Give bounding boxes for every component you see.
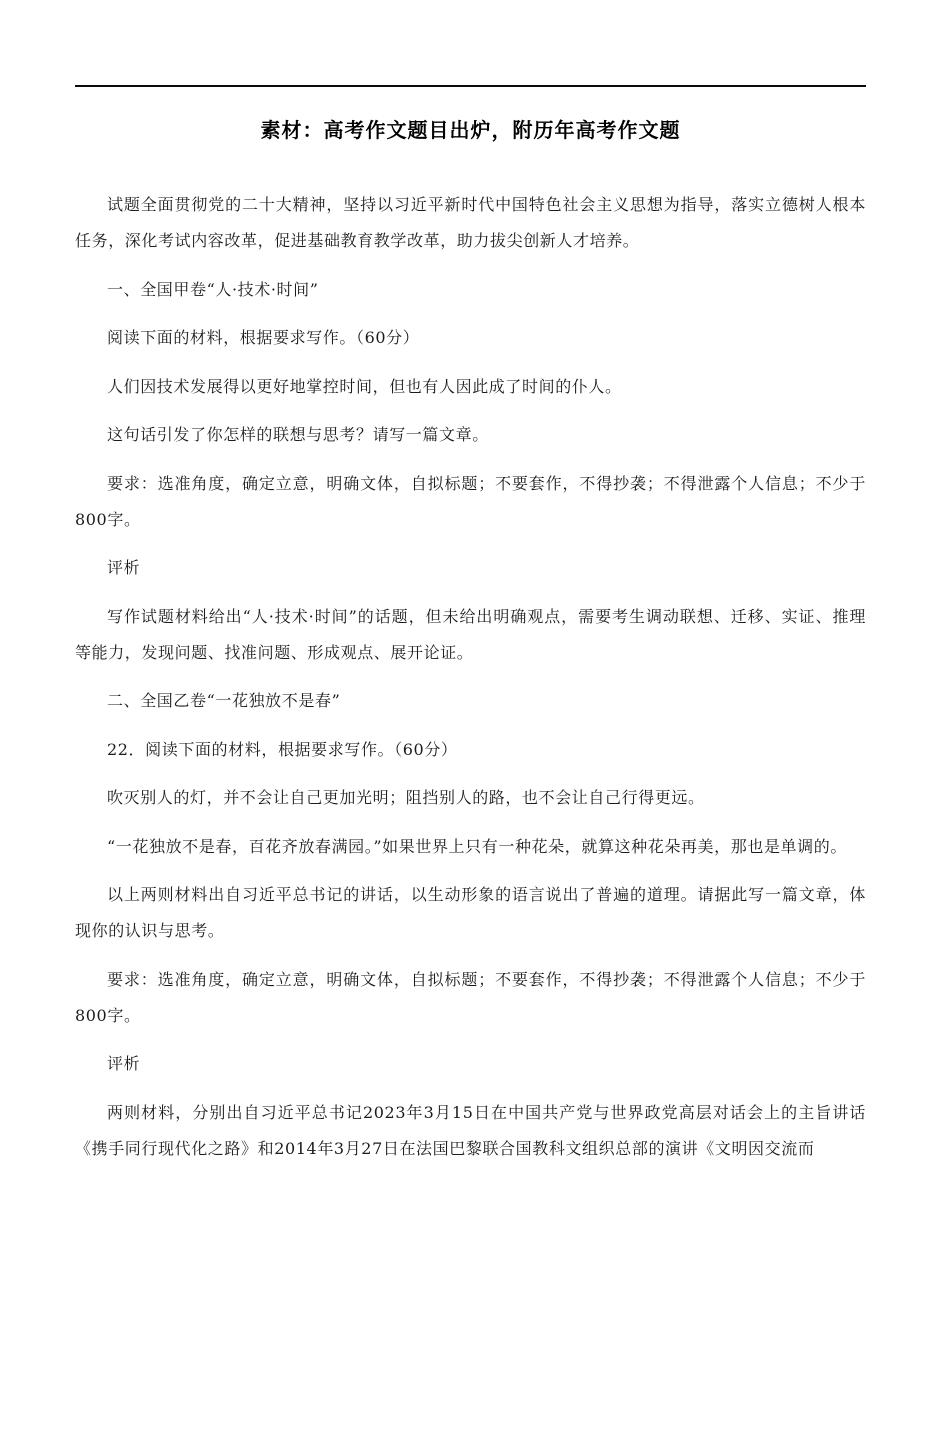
paragraph-material-2a: 吹灭别人的灯，并不会让自己更加光明；阻挡别人的路，也不会让自己行得更远。 <box>107 788 705 807</box>
paragraph-requirements-1: 要求：选准角度，确定立意，明确文体，自拟标题；不要套作，不得抄袭；不得泄露个人信息；不少于800字。 <box>75 473 866 529</box>
paragraph-prompt-2: 以上两则材料出自习近平总书记的讲话，以生动形象的语言说出了普遍的道理。请据此写一篇文章，体现你的认识与思考。 <box>75 885 866 940</box>
paragraph-material-1: 人们因技术发展得以更好地掌控时间，但也有人因此成了时间的仆人。 <box>107 376 622 396</box>
paragraph-requirements-2: 要求：选准角度，确定立意，明确文体，自拟标题；不要套作，不得抄袭；不得泄露个人信息；不少于800字。 <box>75 969 866 1025</box>
paragraph-instruction-2: 22．阅读下面的材料，根据要求写作。（60分） <box>107 739 458 759</box>
paragraph-analysis-label-2: 评析 <box>107 1054 141 1073</box>
paragraph-analysis-2: 两则材料，分别出自习近平总书记2023年3月15日在中国共产党与世界政党高层对话会上的主旨讲话《携手同行现代化之路》和2014年3月27日在法国巴黎联合国教科文组织总部的演讲《文明因交流而 <box>75 1102 866 1158</box>
paragraph-analysis-label-1: 评析 <box>107 558 141 577</box>
paragraph-instruction-1: 阅读下面的材料，根据要求写作。（60分） <box>107 328 420 347</box>
paragraph-material-2b: “一花独放不是春，百花齐放春满园。”如果世界上只有一种花朵，就算这种花朵再美，那也是单调的。 <box>107 836 847 856</box>
paragraph-analysis-1: 写作试题材料给出“人·技术·时间”的话题，但未给出明确观点，需要考生调动联想、迁移、实证、推理等能力，发现问题、找准问题、形成观点、展开论证。 <box>75 606 866 662</box>
document-title: 素材：高考作文题目出炉，附历年高考作文题 <box>260 118 681 142</box>
header-divider <box>75 85 866 87</box>
document-page <box>0 85 950 1429</box>
document-body <box>75 187 866 1167</box>
paragraph-intro: 试题全面贯彻党的二十大精神，坚持以习近平新时代中国特色社会主义思想为指导，落实立德树人根本任务，深化考试内容改革，促进基础教育教学改革，助力拔尖创新人才培养。 <box>75 195 866 250</box>
paragraph-section2-heading: 二、全国乙卷“一花独放不是春” <box>107 691 341 710</box>
paragraph-prompt-1: 这句话引发了你怎样的联想与思考？请写一篇文章。 <box>107 425 489 444</box>
paragraph-section1-heading: 一、全国甲卷“人·技术·时间” <box>107 279 319 299</box>
